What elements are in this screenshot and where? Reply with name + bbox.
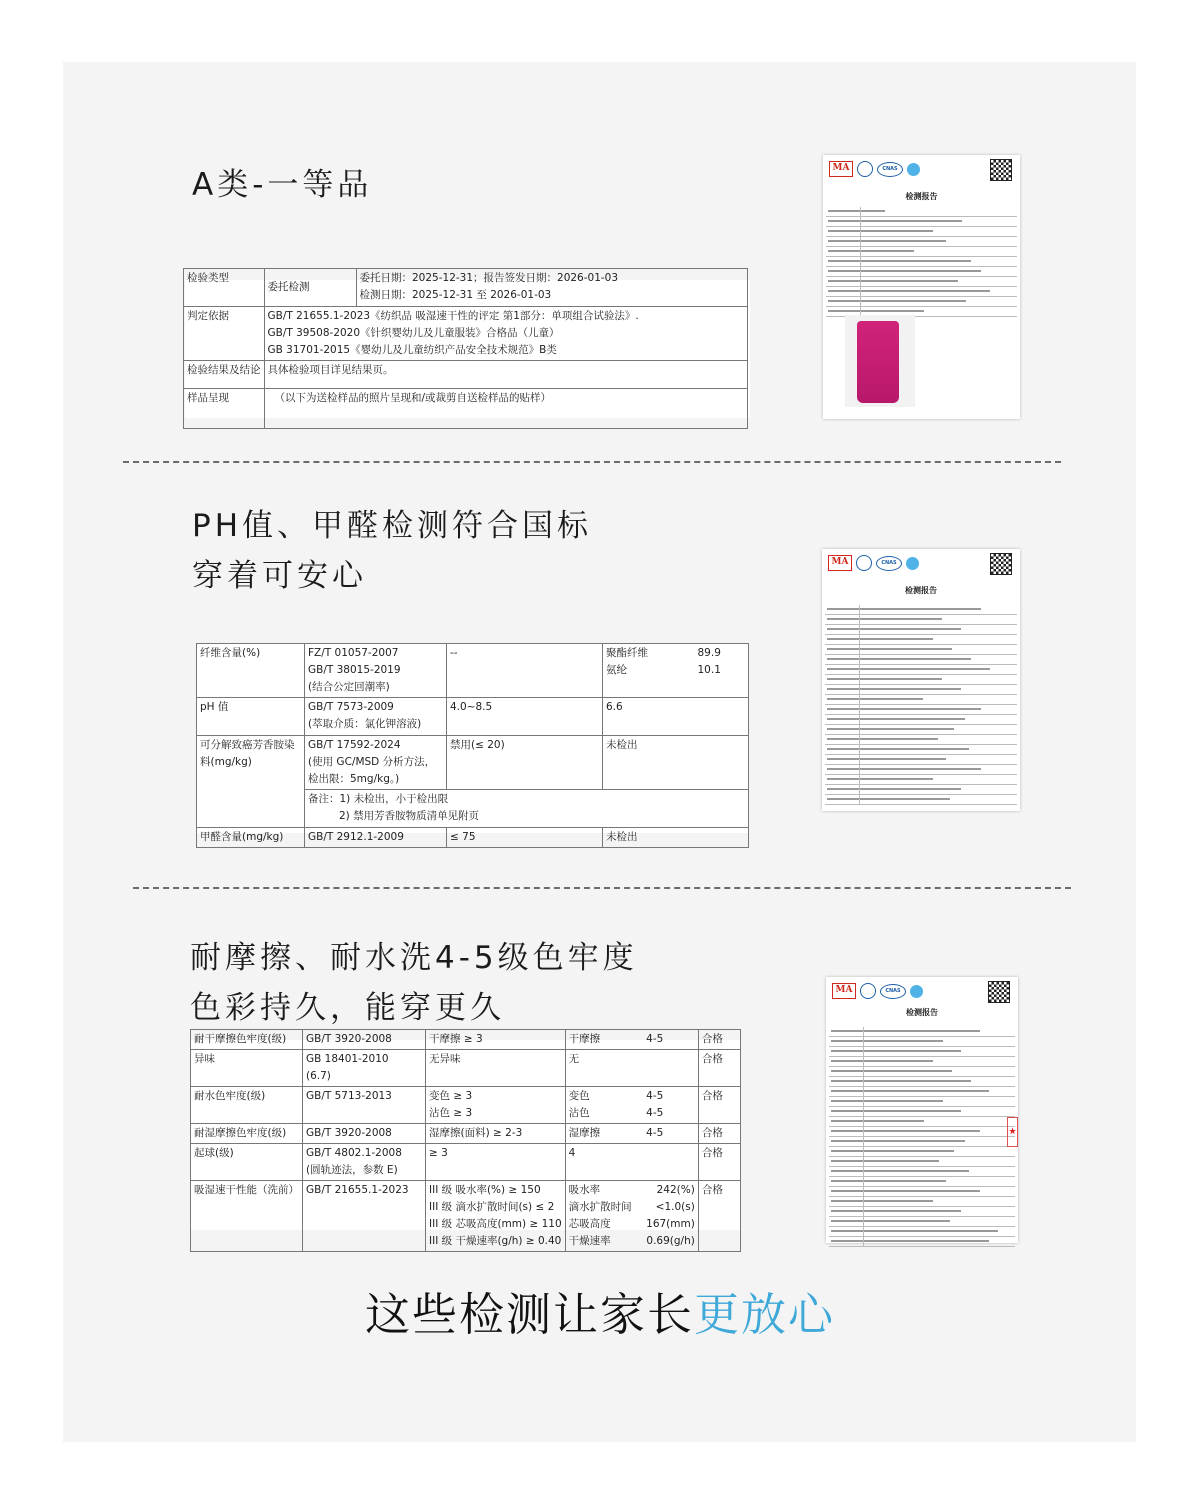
footer-tagline (0, 1285, 1200, 1345)
report-excerpt-basis (185, 272, 750, 418)
requirement-cell: ≤ 75 (447, 828, 603, 848)
value-line: 4-5 (646, 1107, 664, 1119)
value-cell (643, 1087, 698, 1124)
footer-accent-text: 更放心 (694, 1288, 836, 1341)
note-line: 2) 禁用芳香胺物质清单见附页 (339, 810, 480, 822)
cma-logo-icon: MA (829, 161, 853, 177)
standard-line-1: GB/T 21655.1-2023《纺织品 吸湿速干性的评定 第1部分：单项组合试验法》. (267, 310, 639, 322)
report-title: 检测报告 (905, 585, 937, 595)
report-thumbnail-1 (823, 155, 1020, 419)
table-row (191, 1144, 741, 1181)
requirement-line: III 级 干燥速率(g/h) ≥ 0.40 (429, 1235, 562, 1247)
verdict-cell: 合格 (698, 1087, 740, 1124)
cma-logo-icon: MA (828, 555, 852, 571)
fastness-table (190, 1029, 741, 1252)
item-cell: 耐水色牢度(级) (191, 1087, 303, 1124)
item-cell: pH 值 (197, 698, 305, 736)
requirement-cell: 4.0~8.5 (447, 698, 603, 736)
method-cell (305, 736, 447, 790)
row-detail (264, 307, 748, 361)
table-row (197, 698, 749, 736)
table-row (197, 828, 749, 848)
row-label: 检验结果及结论 (184, 361, 265, 389)
standard-line-3: GB 31701-2015《婴幼儿及儿童纺织产品安全技术规范》B类 (267, 344, 557, 356)
method-cell (305, 644, 447, 698)
cnas-logo-icon: CNAS (876, 556, 902, 571)
seal-stamp-icon: ★ (1007, 1117, 1018, 1147)
cma-logo-icon: MA (832, 983, 856, 999)
result-cell: 4 (565, 1144, 698, 1181)
table-row (191, 1087, 741, 1124)
section-3-heading-line-1: 耐摩擦、耐水洗4-5级色牢度 (190, 940, 638, 976)
method-cell (305, 698, 447, 736)
garment-image (857, 321, 899, 403)
requirement-cell (426, 1087, 566, 1124)
item-cell: 吸湿速干性能（洗前） (191, 1181, 303, 1252)
table-row (191, 1124, 741, 1144)
report-excerpt-fastness (190, 1033, 741, 1247)
value-line: 10.1 (697, 664, 721, 676)
method-cell: GB/T 3920-2008 (303, 1030, 426, 1050)
result-cell (603, 644, 695, 698)
badge-logo-icon (906, 557, 919, 570)
report-title: 检测报告 (906, 1007, 938, 1017)
result-line: 芯吸高度 (568, 1218, 611, 1230)
badge-logo-icon (907, 163, 920, 176)
result-line: 吸水率 (568, 1184, 601, 1196)
requirement-cell: 干摩擦 ≥ 3 (426, 1030, 566, 1050)
table-row (184, 361, 748, 389)
note-cell (305, 790, 749, 828)
ph-table (196, 643, 749, 848)
result-cell (565, 1181, 643, 1252)
ilac-logo-icon (857, 161, 873, 177)
certification-logos (829, 161, 920, 177)
result-line: 滴水扩散时间 (568, 1201, 632, 1213)
method-line: GB/T 7573-2009 (308, 701, 394, 713)
result-line: 氨纶 (606, 664, 627, 676)
value-line: 89.9 (697, 647, 721, 659)
method-line: (结合公定回潮率) (308, 681, 390, 693)
result-cell: 无 (565, 1050, 698, 1087)
section-3-heading-line-2: 色彩持久，能穿更久 (190, 990, 505, 1026)
method-cell: GB/T 5713-2013 (303, 1087, 426, 1124)
result-line: 沾色 (568, 1107, 590, 1119)
report-thumbnail-3 (826, 977, 1018, 1243)
result-line: 聚酯纤维 (606, 647, 648, 659)
method-line: GB/T 17592-2024 (308, 739, 401, 751)
method-line: (使用 GC/MSD 分析方法， (308, 756, 436, 768)
value-cell: 4-5 (643, 1030, 698, 1050)
table-row (191, 1030, 741, 1050)
method-cell: GB/T 21655.1-2023 (303, 1181, 426, 1252)
verdict-cell: 合格 (698, 1124, 740, 1144)
requirement-cell (426, 1181, 566, 1252)
method-line: (圆轨迹法，参数 E) (306, 1164, 398, 1176)
table-row (184, 307, 748, 361)
table-row (184, 269, 748, 307)
result-cell: 湿摩擦 (565, 1124, 643, 1144)
value-cell (643, 1181, 698, 1252)
table-row (197, 736, 749, 790)
verdict-cell: 合格 (698, 1181, 740, 1252)
requirement-line: III 级 芯吸高度(mm) ≥ 110 (429, 1218, 562, 1230)
result-cell: 干摩擦 (565, 1030, 643, 1050)
section-divider (133, 887, 1071, 889)
verdict-cell: 合格 (698, 1144, 740, 1181)
result-line: 变色 (568, 1090, 590, 1102)
value-line: 4-5 (646, 1090, 664, 1102)
method-line: (萃取介质：氯化钾溶液) (308, 718, 422, 730)
item-cell: 可分解致癌芳香胺染料(mg/kg) (197, 736, 305, 828)
requirement-cell: 湿摩擦(面料) ≥ 2-3 (426, 1124, 566, 1144)
qr-code-icon (990, 159, 1012, 181)
note-line: 备注：1) 未检出，小于检出限 (308, 793, 449, 805)
result-cell: 未检出 (603, 736, 749, 790)
method-cell: GB/T 2912.1-2009 (305, 828, 447, 848)
report-excerpt-ph (196, 643, 749, 843)
table-row (197, 644, 749, 698)
requirement-cell: 无异味 (426, 1050, 566, 1087)
requirement-cell: -- (447, 644, 603, 698)
result-cell: 未检出 (603, 828, 749, 848)
item-cell: 异味 (191, 1050, 303, 1087)
cnas-logo-icon: CNAS (880, 984, 906, 999)
section-2-heading-line-2: 穿着可安心 (192, 558, 367, 594)
method-line: (6.7) (306, 1070, 331, 1082)
result-line: 干燥速率 (568, 1235, 611, 1247)
report-text-lines (825, 605, 1017, 805)
verdict-cell: 合格 (698, 1050, 740, 1087)
requirement-line: 变色 ≥ 3 (429, 1090, 473, 1102)
row-detail: 具体检验项目详见结果页。 (264, 361, 748, 389)
section-1-heading-line-1: A类-一等品 (192, 167, 373, 203)
value-line: <1.0(s) (655, 1201, 695, 1213)
method-line: GB 18401-2010 (306, 1053, 389, 1065)
method-line: GB/T 4802.1-2008 (306, 1147, 402, 1159)
item-cell: 耐湿摩擦色牢度(级) (191, 1124, 303, 1144)
dates-line-1: 委托日期：2025-12-31；报告签发日期：2026-01-03 (359, 272, 619, 284)
section-divider (123, 461, 1061, 463)
method-cell (303, 1050, 426, 1087)
row-label: 检验类型 (184, 269, 265, 307)
row-label: 样品呈现 (184, 389, 265, 429)
basis-table (183, 268, 748, 429)
report-title: 检测报告 (905, 191, 938, 201)
row-value: 委托检测 (264, 269, 356, 307)
dates-line-2: 检测日期：2025-12-31 至 2026-01-03 (359, 289, 552, 301)
badge-logo-icon (910, 985, 923, 998)
method-line: GB/T 38015-2019 (308, 664, 401, 676)
table-row (191, 1050, 741, 1087)
method-cell (303, 1144, 426, 1181)
method-line: FZ/T 01057-2007 (308, 647, 399, 659)
value-cell: 4-5 (643, 1124, 698, 1144)
sample-photo (845, 315, 915, 407)
cnas-logo-icon: CNAS (877, 162, 903, 177)
item-cell: 甲醛含量(mg/kg) (197, 828, 305, 848)
value-line: 167(mm) (646, 1218, 695, 1230)
row-label: 判定依据 (184, 307, 265, 361)
section-2-heading (192, 501, 592, 601)
ilac-logo-icon (860, 983, 876, 999)
result-cell (565, 1087, 643, 1124)
row-detail: （以下为送检样品的照片呈现和/或裁剪自送检样品的贴样） (264, 389, 748, 429)
value-line: 0.69(g/h) (646, 1235, 695, 1247)
method-line: 检出限：5mg/kg。) (308, 773, 400, 785)
value-cell (695, 644, 749, 698)
report-thumbnail-2 (822, 549, 1020, 811)
requirement-cell: 禁用(≤ 20) (447, 736, 603, 790)
item-cell: 纤维含量(%) (197, 644, 305, 698)
qr-code-icon (990, 553, 1012, 575)
result-cell: 6.6 (603, 698, 749, 736)
method-cell: GB/T 3920-2008 (303, 1124, 426, 1144)
verdict-cell: 合格 (698, 1030, 740, 1050)
section-1-heading (192, 160, 372, 210)
item-cell: 起球(级) (191, 1144, 303, 1181)
qr-code-icon (988, 981, 1010, 1003)
standard-line-2: GB/T 39508-2020《针织婴幼儿及儿童服装》合格品（儿童） (267, 327, 560, 339)
requirement-line: III 级 滴水扩散时间(s) ≤ 2 (429, 1201, 555, 1213)
requirement-line: III 级 吸水率(%) ≥ 150 (429, 1184, 541, 1196)
requirement-line: 沾色 ≥ 3 (429, 1107, 473, 1119)
report-text-lines (829, 1027, 1015, 1247)
footer-text: 这些检测让家长 (364, 1288, 694, 1341)
section-3-heading (190, 933, 638, 1033)
table-row (184, 389, 748, 429)
certification-logos (828, 555, 919, 571)
requirement-cell: ≥ 3 (426, 1144, 566, 1181)
row-detail (356, 269, 748, 307)
value-line: 242(%) (656, 1184, 695, 1196)
section-2-heading-line-1: PH值、甲醛检测符合国标 (192, 508, 593, 544)
report-text-lines (826, 207, 1017, 317)
table-row (191, 1181, 741, 1252)
certification-logos (832, 983, 923, 999)
ilac-logo-icon (856, 555, 872, 571)
item-cell: 耐干摩擦色牢度(级) (191, 1030, 303, 1050)
